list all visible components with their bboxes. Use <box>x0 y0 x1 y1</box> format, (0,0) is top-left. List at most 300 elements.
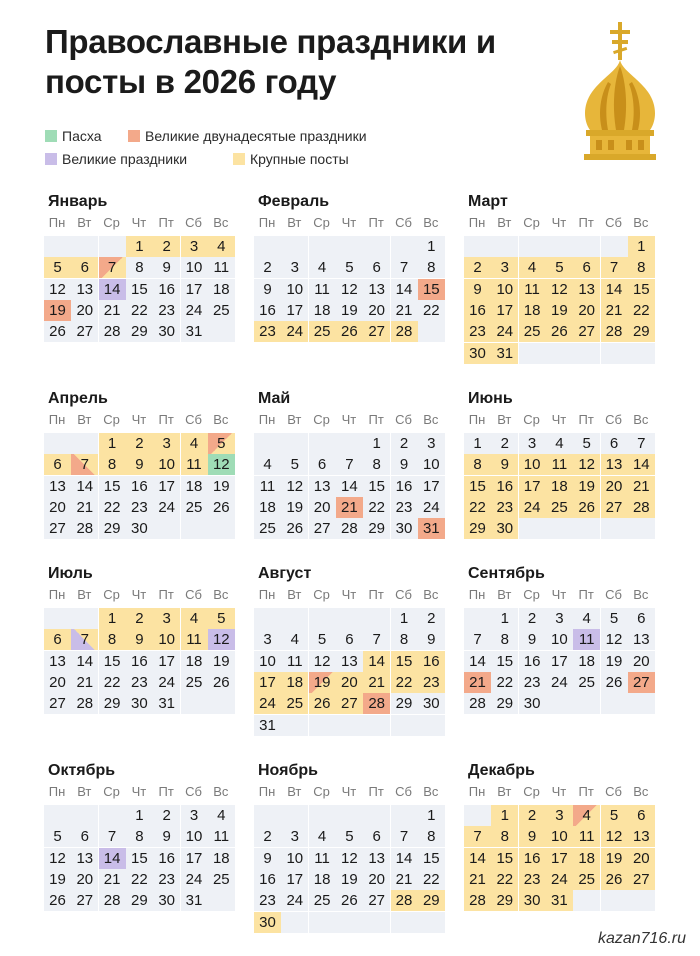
day-cell: 27 <box>71 321 98 342</box>
legend-label: Пасха <box>62 128 102 144</box>
day-cell: 14 <box>391 848 418 869</box>
empty-day-cell <box>281 433 308 454</box>
day-cell: 2 <box>126 433 153 454</box>
day-cell: 24 <box>418 497 445 518</box>
weekday-label: Вт <box>77 784 92 799</box>
day-cell: 30 <box>464 343 491 364</box>
weekday-label: Пн <box>468 784 486 799</box>
day-cell: 3 <box>153 433 180 454</box>
empty-day-cell <box>281 715 308 736</box>
page-title: Православные праздники и посты в 2026 году <box>45 23 496 100</box>
day-cell: 10 <box>519 454 546 475</box>
day-cell: 31 <box>491 343 518 364</box>
empty-day-cell <box>71 805 98 826</box>
day-cell: 16 <box>153 848 180 869</box>
day-cell: 28 <box>464 890 491 911</box>
day-cell: 3 <box>546 608 573 629</box>
day-cell: 16 <box>391 476 418 497</box>
day-cell: 25 <box>208 869 235 890</box>
empty-day-cell <box>519 236 546 257</box>
empty-day-cell <box>546 236 573 257</box>
day-cell: 14 <box>99 848 126 869</box>
day-cell: 11 <box>208 826 235 847</box>
day-cell: 19 <box>573 476 600 497</box>
empty-day-cell <box>573 693 600 714</box>
weekday-label: Пт <box>578 412 594 427</box>
legend-swatch <box>233 153 245 165</box>
weekday-label: Пн <box>468 215 486 230</box>
day-cell: 14 <box>601 279 628 300</box>
day-cell: 22 <box>99 672 126 693</box>
day-cell: 5 <box>336 826 363 847</box>
day-cell: 25 <box>573 672 600 693</box>
legend-swatch <box>45 130 57 142</box>
day-cell: 11 <box>208 257 235 278</box>
empty-day-cell <box>309 912 336 933</box>
day-cell: 3 <box>181 236 208 257</box>
day-cell: 28 <box>628 497 655 518</box>
weekday-label: Ср <box>523 412 540 427</box>
day-cell: 5 <box>573 433 600 454</box>
day-cell: 30 <box>153 890 180 911</box>
day-cell: 1 <box>491 805 518 826</box>
day-cell: 10 <box>153 454 180 475</box>
empty-day-cell <box>254 805 281 826</box>
day-cell: 14 <box>99 279 126 300</box>
day-cell: 12 <box>336 279 363 300</box>
day-cell: 31 <box>418 518 445 539</box>
day-cell: 3 <box>546 805 573 826</box>
day-cell: 6 <box>309 454 336 475</box>
weekday-label: Пт <box>578 784 594 799</box>
day-cell: 13 <box>363 279 390 300</box>
day-cell: 31 <box>181 890 208 911</box>
empty-day-cell <box>628 343 655 364</box>
day-cell: 18 <box>208 848 235 869</box>
day-cell: 15 <box>491 848 518 869</box>
day-cell: 20 <box>71 300 98 321</box>
empty-day-cell <box>44 433 71 454</box>
day-cell: 6 <box>628 608 655 629</box>
day-cell: 8 <box>126 826 153 847</box>
day-cell: 24 <box>254 693 281 714</box>
day-cell: 30 <box>254 912 281 933</box>
weekday-label: Чт <box>341 784 357 799</box>
day-cell: 30 <box>126 518 153 539</box>
day-cell: 27 <box>71 890 98 911</box>
day-cell: 8 <box>99 629 126 650</box>
day-cell: 7 <box>99 826 126 847</box>
day-cell: 6 <box>71 257 98 278</box>
weekday-label: Вт <box>77 215 92 230</box>
weekday-label: Пт <box>158 412 174 427</box>
day-cell: 3 <box>254 629 281 650</box>
day-cell: 31 <box>153 693 180 714</box>
weekday-label: Чт <box>551 412 567 427</box>
day-cell: 4 <box>208 805 235 826</box>
day-cell: 30 <box>519 693 546 714</box>
day-cell: 21 <box>391 300 418 321</box>
day-cell: 20 <box>336 672 363 693</box>
day-cell: 11 <box>519 279 546 300</box>
day-cell: 8 <box>464 454 491 475</box>
weekday-label: Пн <box>468 587 486 602</box>
empty-day-cell <box>181 518 208 539</box>
day-cell: 2 <box>491 433 518 454</box>
empty-day-cell <box>336 236 363 257</box>
day-cell: 13 <box>363 848 390 869</box>
day-cell: 21 <box>363 672 390 693</box>
day-cell: 3 <box>281 826 308 847</box>
legend-swatch <box>45 153 57 165</box>
month-title: Август <box>258 565 312 582</box>
day-cell: 5 <box>601 805 628 826</box>
empty-day-cell <box>281 236 308 257</box>
weekday-label: Пт <box>158 215 174 230</box>
day-cell: 14 <box>628 454 655 475</box>
month-title: Июнь <box>468 390 513 407</box>
day-cell: 20 <box>628 651 655 672</box>
day-cell: 17 <box>491 300 518 321</box>
day-cell: 17 <box>546 848 573 869</box>
day-cell: 6 <box>336 629 363 650</box>
weekday-label: Сб <box>605 412 622 427</box>
day-cell: 12 <box>601 629 628 650</box>
weekday-label: Сб <box>185 215 202 230</box>
day-cell: 15 <box>628 279 655 300</box>
empty-day-cell <box>363 236 390 257</box>
empty-day-cell <box>363 608 390 629</box>
day-cell: 15 <box>99 476 126 497</box>
empty-day-cell <box>254 433 281 454</box>
day-cell: 10 <box>281 848 308 869</box>
weekday-label: Ср <box>103 587 120 602</box>
day-cell: 2 <box>418 608 445 629</box>
day-cell: 26 <box>546 321 573 342</box>
weekday-label: Сб <box>185 784 202 799</box>
weekday-label: Чт <box>131 587 147 602</box>
day-cell: 22 <box>126 869 153 890</box>
empty-day-cell <box>44 805 71 826</box>
day-cell: 5 <box>309 629 336 650</box>
legend-item-easter <box>45 128 101 144</box>
day-cell: 22 <box>391 672 418 693</box>
day-cell: 30 <box>391 518 418 539</box>
day-cell: 11 <box>573 629 600 650</box>
weekday-label: Пн <box>468 412 486 427</box>
day-cell: 11 <box>546 454 573 475</box>
empty-day-cell <box>601 890 628 911</box>
day-cell: 10 <box>418 454 445 475</box>
watermark: kazan716.ru <box>597 930 686 947</box>
month-title: Ноябрь <box>258 762 318 779</box>
day-cell: 5 <box>336 257 363 278</box>
empty-day-cell <box>254 608 281 629</box>
empty-day-cell <box>309 236 336 257</box>
legend-label: Великие двунадесятые праздники <box>145 128 367 144</box>
day-cell: 14 <box>464 651 491 672</box>
empty-day-cell <box>391 805 418 826</box>
day-cell: 15 <box>418 848 445 869</box>
day-cell: 4 <box>309 257 336 278</box>
day-cell: 25 <box>281 693 308 714</box>
day-cell: 26 <box>44 321 71 342</box>
empty-day-cell <box>363 715 390 736</box>
day-cell: 9 <box>491 454 518 475</box>
day-cell: 6 <box>628 805 655 826</box>
day-cell: 25 <box>208 300 235 321</box>
day-cell: 17 <box>418 476 445 497</box>
day-cell: 11 <box>181 454 208 475</box>
month-title: Февраль <box>258 193 330 210</box>
day-cell: 25 <box>546 497 573 518</box>
day-cell: 26 <box>336 890 363 911</box>
empty-day-cell <box>208 321 235 342</box>
weekday-label: Сб <box>605 215 622 230</box>
weekday-label: Ср <box>313 215 330 230</box>
empty-day-cell <box>208 890 235 911</box>
empty-day-cell <box>628 693 655 714</box>
empty-day-cell <box>573 890 600 911</box>
day-cell: 3 <box>281 257 308 278</box>
day-cell: 7 <box>71 454 98 475</box>
weekday-label: Вс <box>423 587 439 602</box>
day-cell: 27 <box>628 869 655 890</box>
weekday-label: Вс <box>423 215 439 230</box>
day-cell: 23 <box>254 321 281 342</box>
day-cell: 1 <box>628 236 655 257</box>
day-cell: 6 <box>44 454 71 475</box>
day-cell: 16 <box>254 869 281 890</box>
day-cell: 11 <box>309 279 336 300</box>
empty-day-cell <box>336 715 363 736</box>
empty-day-cell <box>546 518 573 539</box>
day-cell: 1 <box>99 433 126 454</box>
day-cell: 25 <box>181 497 208 518</box>
day-cell: 2 <box>153 805 180 826</box>
day-cell: 20 <box>71 869 98 890</box>
day-cell: 15 <box>126 279 153 300</box>
empty-day-cell <box>391 912 418 933</box>
day-cell: 25 <box>573 869 600 890</box>
day-cell: 16 <box>153 279 180 300</box>
day-cell: 15 <box>491 651 518 672</box>
weekday-label: Вт <box>497 587 512 602</box>
day-cell: 6 <box>573 257 600 278</box>
empty-day-cell <box>181 693 208 714</box>
day-cell: 6 <box>363 257 390 278</box>
day-cell: 3 <box>491 257 518 278</box>
empty-day-cell <box>363 805 390 826</box>
day-cell: 27 <box>44 518 71 539</box>
day-cell: 4 <box>281 629 308 650</box>
day-cell: 9 <box>519 629 546 650</box>
day-cell: 24 <box>181 300 208 321</box>
empty-day-cell <box>309 805 336 826</box>
day-cell: 10 <box>181 257 208 278</box>
empty-day-cell <box>491 236 518 257</box>
weekday-label: Чт <box>551 215 567 230</box>
day-cell: 19 <box>281 497 308 518</box>
day-cell: 9 <box>126 629 153 650</box>
day-cell: 2 <box>464 257 491 278</box>
day-cell: 10 <box>153 629 180 650</box>
day-cell: 7 <box>391 826 418 847</box>
day-cell: 11 <box>181 629 208 650</box>
day-cell: 9 <box>391 454 418 475</box>
weekday-label: Пт <box>368 587 384 602</box>
weekday-label: Сб <box>395 784 412 799</box>
church-dome-icon <box>578 22 662 162</box>
legend-label: Великие праздники <box>62 151 188 167</box>
weekday-label: Чт <box>341 587 357 602</box>
day-cell: 8 <box>628 257 655 278</box>
weekday-label: Чт <box>551 587 567 602</box>
day-cell: 23 <box>491 497 518 518</box>
day-cell: 5 <box>44 826 71 847</box>
weekday-label: Вс <box>633 412 649 427</box>
month-title: Январь <box>48 193 108 210</box>
day-cell: 10 <box>546 629 573 650</box>
day-cell: 2 <box>391 433 418 454</box>
day-cell: 22 <box>628 300 655 321</box>
empty-day-cell <box>573 518 600 539</box>
legend-label: Крупные посты <box>250 151 349 167</box>
day-cell: 1 <box>464 433 491 454</box>
weekday-label: Вт <box>77 587 92 602</box>
day-cell: 12 <box>546 279 573 300</box>
day-cell: 3 <box>181 805 208 826</box>
weekday-label: Сб <box>185 587 202 602</box>
day-cell: 15 <box>126 848 153 869</box>
day-cell: 23 <box>126 672 153 693</box>
day-cell: 6 <box>71 826 98 847</box>
month-title: Декабрь <box>468 762 535 779</box>
day-cell: 21 <box>464 869 491 890</box>
day-cell: 19 <box>601 651 628 672</box>
day-cell: 14 <box>391 279 418 300</box>
day-cell: 27 <box>44 693 71 714</box>
day-cell: 25 <box>181 672 208 693</box>
day-cell: 2 <box>254 826 281 847</box>
day-cell: 23 <box>126 497 153 518</box>
day-cell: 8 <box>99 454 126 475</box>
day-cell: 26 <box>601 869 628 890</box>
day-cell: 20 <box>601 476 628 497</box>
day-cell: 22 <box>99 497 126 518</box>
day-cell: 8 <box>418 826 445 847</box>
empty-day-cell <box>628 518 655 539</box>
weekday-label: Сб <box>395 412 412 427</box>
day-cell: 30 <box>519 890 546 911</box>
day-cell: 1 <box>418 236 445 257</box>
day-cell: 14 <box>336 476 363 497</box>
day-cell: 5 <box>281 454 308 475</box>
empty-day-cell <box>546 693 573 714</box>
day-cell: 9 <box>464 279 491 300</box>
day-cell: 13 <box>44 476 71 497</box>
weekday-label: Пт <box>158 587 174 602</box>
day-cell: 30 <box>491 518 518 539</box>
day-cell: 24 <box>281 321 308 342</box>
day-cell: 5 <box>546 257 573 278</box>
day-cell: 30 <box>126 693 153 714</box>
day-cell: 22 <box>464 497 491 518</box>
day-cell: 19 <box>601 848 628 869</box>
day-cell: 26 <box>573 497 600 518</box>
day-cell: 3 <box>153 608 180 629</box>
weekday-label: Вт <box>497 412 512 427</box>
day-cell: 10 <box>254 651 281 672</box>
day-cell: 17 <box>546 651 573 672</box>
day-cell: 12 <box>44 279 71 300</box>
weekday-label: Вт <box>287 412 302 427</box>
weekday-label: Пн <box>48 215 66 230</box>
day-cell: 1 <box>491 608 518 629</box>
empty-day-cell <box>519 343 546 364</box>
day-cell: 13 <box>336 651 363 672</box>
day-cell: 20 <box>44 672 71 693</box>
day-cell: 18 <box>181 476 208 497</box>
day-cell: 24 <box>546 672 573 693</box>
day-cell: 6 <box>363 826 390 847</box>
day-cell: 28 <box>391 321 418 342</box>
day-cell: 2 <box>254 257 281 278</box>
day-cell: 19 <box>309 672 336 693</box>
day-cell: 24 <box>181 869 208 890</box>
day-cell: 8 <box>363 454 390 475</box>
weekday-label: Вт <box>287 215 302 230</box>
day-cell: 25 <box>309 890 336 911</box>
day-cell: 18 <box>573 848 600 869</box>
weekday-label: Сб <box>185 412 202 427</box>
day-cell: 7 <box>391 257 418 278</box>
empty-day-cell <box>546 343 573 364</box>
day-cell: 28 <box>99 890 126 911</box>
day-cell: 16 <box>519 848 546 869</box>
day-cell: 27 <box>601 497 628 518</box>
weekday-label: Вс <box>423 784 439 799</box>
day-cell: 29 <box>628 321 655 342</box>
day-cell: 19 <box>546 300 573 321</box>
empty-day-cell <box>418 715 445 736</box>
day-cell: 27 <box>573 321 600 342</box>
day-cell: 7 <box>71 629 98 650</box>
day-cell: 20 <box>363 869 390 890</box>
day-cell: 9 <box>254 279 281 300</box>
day-cell: 22 <box>491 672 518 693</box>
day-cell: 23 <box>254 890 281 911</box>
month-title: Апрель <box>48 390 108 407</box>
day-cell: 9 <box>126 454 153 475</box>
day-cell: 2 <box>153 236 180 257</box>
day-cell: 15 <box>418 279 445 300</box>
legend-item-great-feasts <box>45 151 187 167</box>
day-cell: 18 <box>208 279 235 300</box>
day-cell: 27 <box>363 890 390 911</box>
weekday-label: Чт <box>131 215 147 230</box>
day-cell: 10 <box>181 826 208 847</box>
day-cell: 23 <box>153 300 180 321</box>
day-cell: 7 <box>336 454 363 475</box>
day-cell: 16 <box>418 651 445 672</box>
day-cell: 5 <box>601 608 628 629</box>
day-cell: 7 <box>601 257 628 278</box>
day-cell: 1 <box>99 608 126 629</box>
weekday-label: Вт <box>287 784 302 799</box>
month-title: Июль <box>48 565 93 582</box>
day-cell: 29 <box>491 890 518 911</box>
